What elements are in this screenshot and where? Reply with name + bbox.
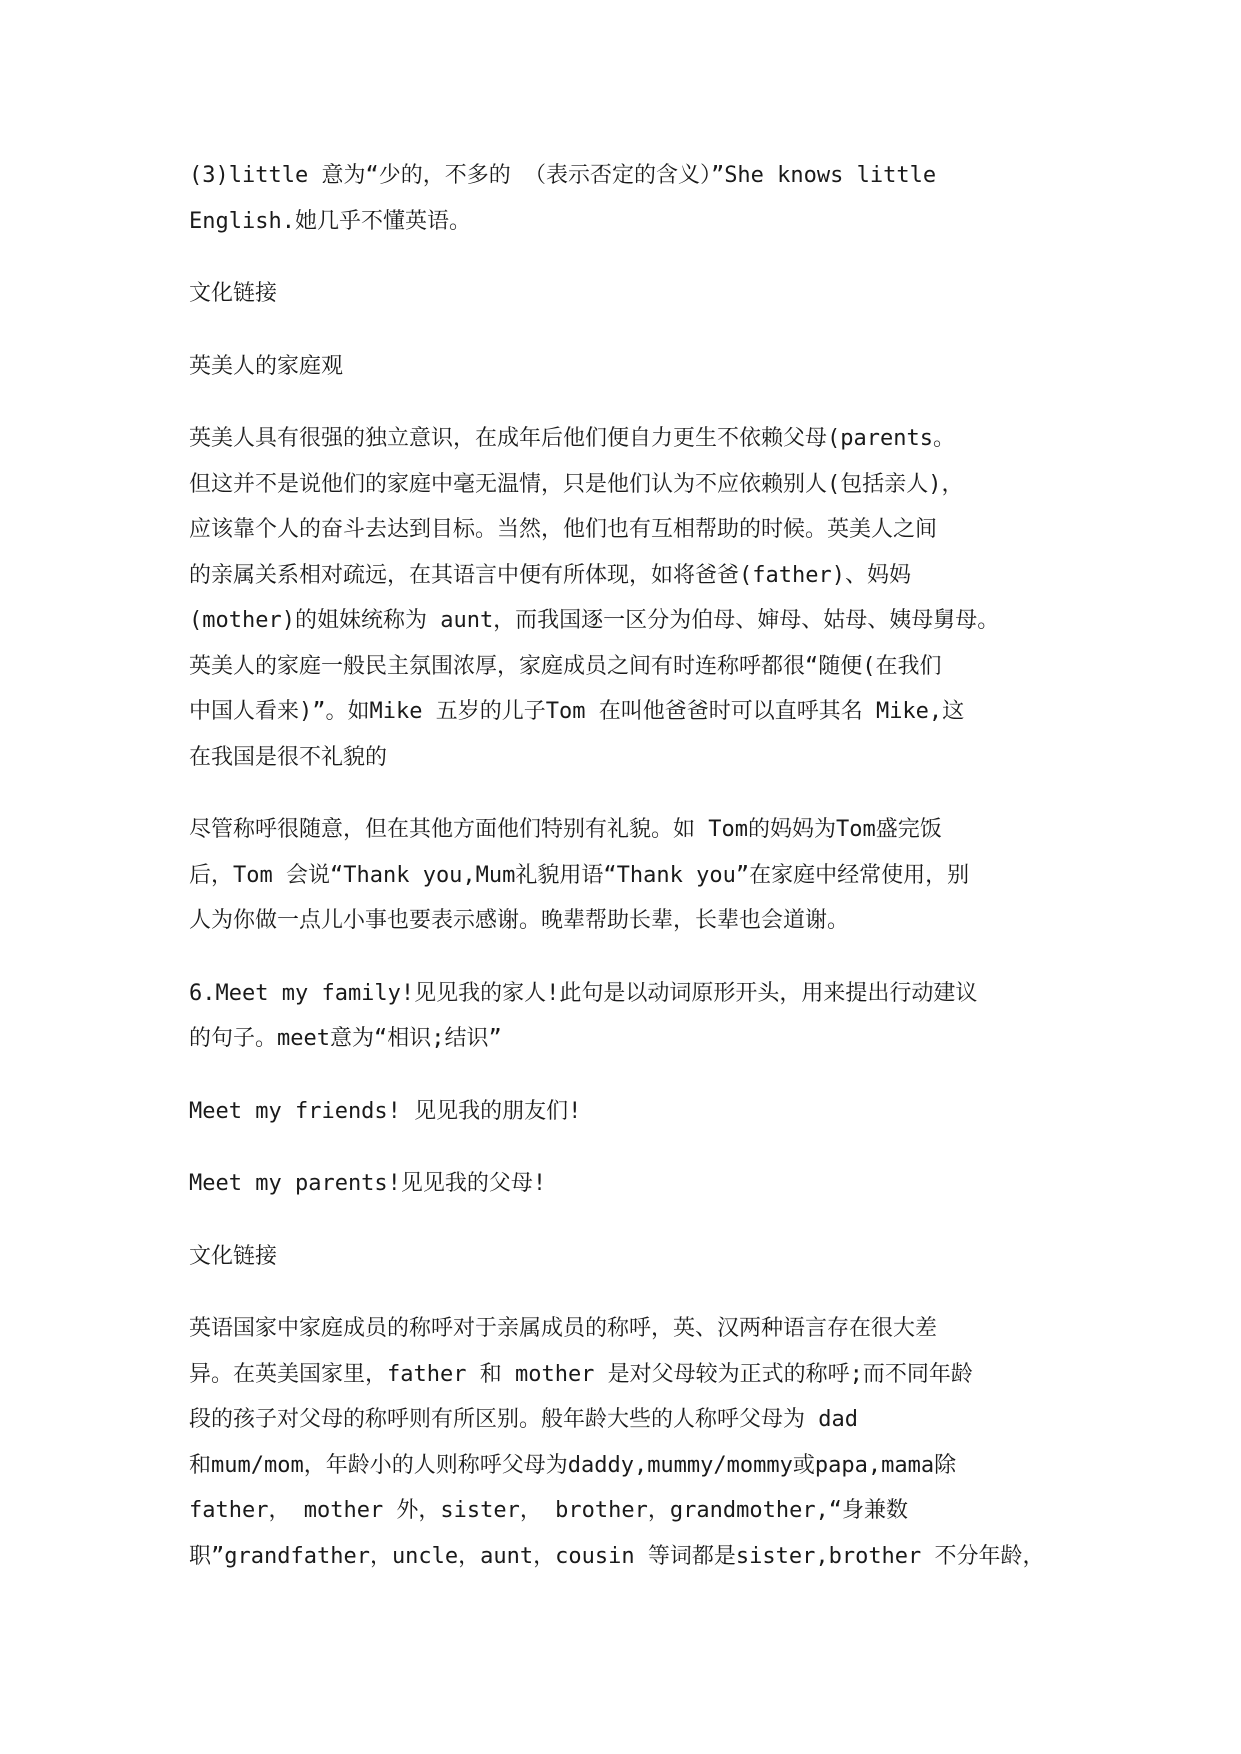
text-line: 的亲属关系相对疏远，在其语言中便有所体现，如将爸爸(father)、妈妈 — [189, 562, 911, 588]
text-line: 英美人的家庭一般民主氛围浓厚，家庭成员之间有时连称呼都很“随便(在我们 — [189, 653, 942, 679]
text-line: English.她几乎不懂英语。 — [189, 208, 471, 234]
text-line: 中国人看来)”。如Mike 五岁的儿子Tom 在叫他爸爸时可以直呼其名 Mike,这 — [189, 699, 965, 724]
text-line: 文化链接 — [189, 281, 278, 306]
example-meet-parents — [189, 1161, 1079, 1207]
text-line: (mother)的姐妹统称为 aunt，而我国逐一区分为伯母、婶母、姑母、姨母舅母。 — [189, 608, 1000, 633]
paragraph-meet-family — [189, 971, 1079, 1062]
text-line: 人为你做一点儿小事也要表示感谢。晚辈帮助长辈，长辈也会道谢。 — [189, 908, 850, 933]
text-line: father， mother 外，sister， brother，grandmother,“身兼数 — [189, 1498, 909, 1523]
heading-culture-link — [189, 271, 1079, 317]
text-line: 段的孩子对父母的称呼则有所区别。般年龄大些的人称呼父母为 dad — [189, 1407, 858, 1432]
text-line: 异。在英美国家里，father 和 mother 是对父母较为正式的称呼;而不同年龄 — [189, 1361, 973, 1387]
text-line: 但这并不是说他们的家庭中毫无温情，只是他们认为不应依赖别人(包括亲人)， — [189, 471, 964, 497]
text-line: Meet my parents!见见我的父母! — [189, 1171, 547, 1196]
text-line: 文化链接 — [189, 1243, 278, 1269]
text-line: 英美人具有很强的独立意识，在成年后他们便自力更生不依赖父母(parents。 — [189, 426, 955, 451]
paragraph-family-view — [189, 416, 1079, 780]
paragraph-politeness — [189, 807, 1079, 944]
text-line: 英语国家中家庭成员的称呼对于亲属成员的称呼，英、汉两种语言存在很大差 — [189, 1316, 938, 1341]
text-line: 应该靠个人的奋斗去达到目标。当然，他们也有互相帮助的时候。英美人之间 — [189, 517, 938, 542]
text-line: (3)little 意为“少的，不多的 （表示否定的含义）”She knows little — [189, 163, 937, 188]
text-line: 和mum/mom，年龄小的人则称呼父母为daddy,mummy/mommy或papa,mama除 — [189, 1452, 957, 1478]
paragraph-family-terms — [189, 1306, 1079, 1579]
heading-culture-link — [189, 1234, 1079, 1280]
text-line: 职”grandfather，uncle，aunt，cousin 等词都是sister,brother 不分年龄， — [189, 1543, 1045, 1569]
example-meet-friends — [189, 1089, 1079, 1135]
text-line: Meet my friends! 见见我的朋友们! — [189, 1098, 582, 1124]
document-page — [189, 153, 1079, 1606]
text-line: 后，Tom 会说“Thank you,Mum礼貌用语“Thank you”在家庭中经常使用，别 — [189, 862, 970, 888]
text-line: 的句子。meet意为“相识;结识” — [189, 1026, 502, 1051]
paragraph-little-note — [189, 153, 1079, 244]
text-line: 6.Meet my family!见见我的家人!此句是以动词原形开头，用来提出行动建议 — [189, 980, 978, 1006]
text-line: 尽管称呼很随意，但在其他方面他们特别有礼貌。如 Tom的妈妈为Tom盛完饭 — [189, 817, 942, 842]
text-line: 英美人的家庭观 — [189, 353, 344, 379]
heading-family-view — [189, 344, 1079, 390]
text-line: 在我国是很不礼貌的 — [189, 744, 388, 770]
